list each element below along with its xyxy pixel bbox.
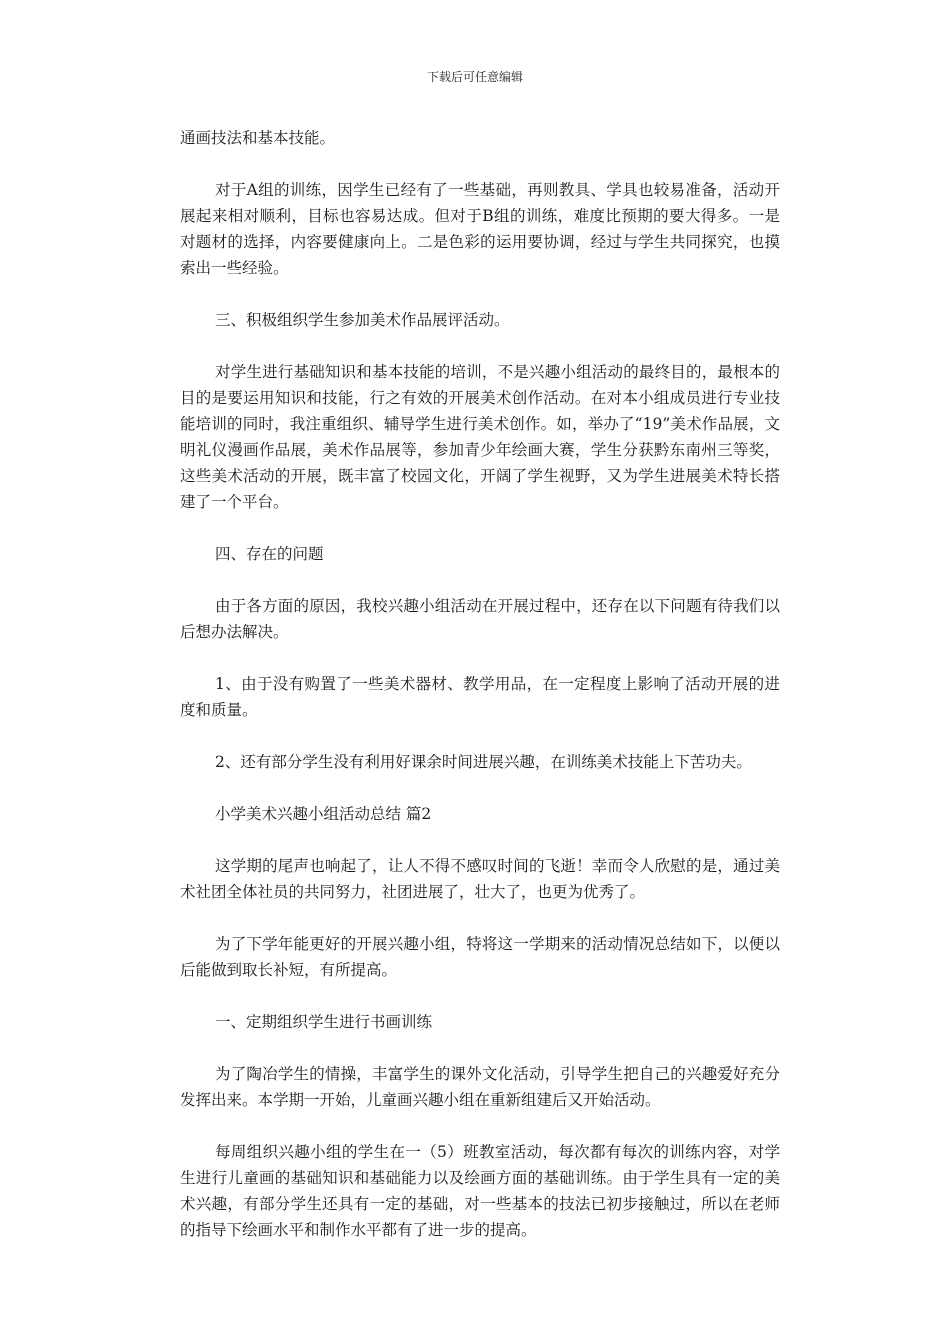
page-header: 下载后可任意编辑 [426, 70, 523, 84]
paragraph: 为了下学年能更好的开展兴趣小组，特将这一学期来的活动情况总结如下，以便以后能做到取长补短，有所提高。 [180, 935, 780, 979]
paragraph: 每周组织兴趣小组的学生在一（5）班教室活动，每次都有每次的训练内容，对学生进行儿童画的基础知识和基础能力以及绘画方面的基础训练。由于学生具有一定的美术兴趣，有部分学生还具有一定的基础，对一些基本的技法已初步接触过，所以在老师的指导下绘画水平和制作水平都有了进一步的提高。 [180, 1143, 780, 1239]
paragraph: 对于A组的训练，因学生已经有了一些基础，再则教具、学具也较易准备，活动开展起来相对顺利，目标也容易达成。但对于B组的训练，难度比预期的要大得多。一是对题材的选择，内容要健康向上。二是色彩的运用要协调，经过与学生共同探究，也摸索出一些经验。 [180, 181, 780, 277]
section-heading: 一、定期组织学生进行书画训练 [215, 1013, 433, 1031]
section-heading: 四、存在的问题 [215, 545, 324, 563]
article-title: 小学美术兴趣小组活动总结 篇2 [215, 805, 432, 823]
paragraph: 由于各方面的原因，我校兴趣小组活动在开展过程中，还存在以下问题有待我们以后想办法解决。 [180, 597, 780, 641]
paragraph: 这学期的尾声也响起了，让人不得不感叹时间的飞逝！幸而令人欣慰的是，通过美术社团全体社员的共同努力，社团进展了，壮大了，也更为优秀了。 [180, 857, 780, 901]
paragraph: 为了陶冶学生的情操，丰富学生的课外文化活动，引导学生把自己的兴趣爱好充分发挥出来。本学期一开始，儿童画兴趣小组在重新组建后又开始活动。 [180, 1065, 780, 1109]
document-body [180, 125, 780, 1269]
section-heading: 三、积极组织学生参加美术作品展评活动。 [215, 311, 510, 329]
list-item: 2、还有部分学生没有利用好课余时间进展兴趣，在训练美术技能上下苦功夫。 [215, 753, 752, 771]
list-item: 1、由于没有购置了一些美术器材、教学用品，在一定程度上影响了活动开展的进度和质量。 [180, 675, 780, 719]
paragraph: 对学生进行基础知识和基本技能的培训，不是兴趣小组活动的最终目的，最根本的目的是要运用知识和技能，行之有效的开展美术创作活动。在对本小组成员进行专业技能培训的同时，我注重组织、辅导学生进行美术创作。如，举办了“19”美术作品展，文明礼仪漫画作品展，美术作品展等，参加青少年绘画大赛，学生分获黔东南州三等奖，这些美术活动的开展，既丰富了校园文化，开阔了学生视野，又为学生进展美术特长搭建了一个平台。 [180, 363, 780, 511]
paragraph: 通画技法和基本技能。 [180, 129, 336, 147]
